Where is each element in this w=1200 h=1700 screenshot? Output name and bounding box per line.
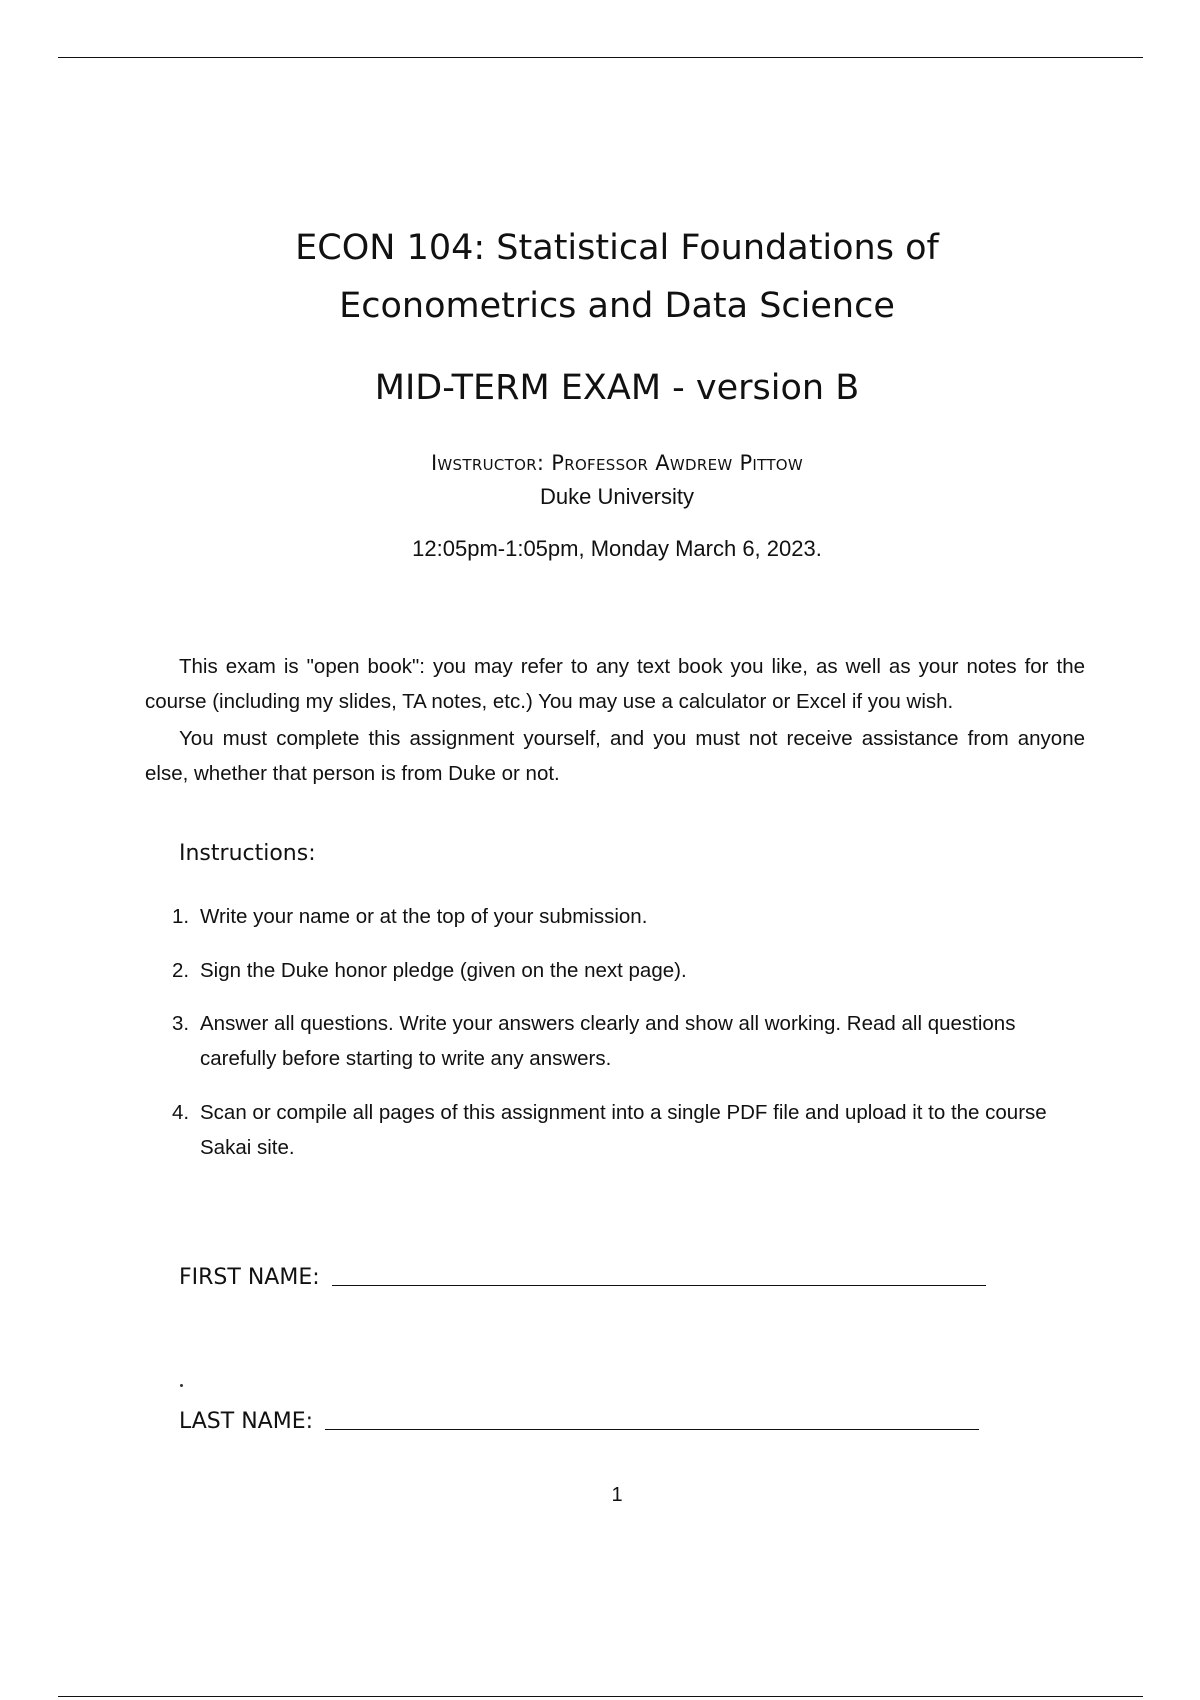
first-name-label: FIRST NAME: xyxy=(179,1265,320,1290)
list-item xyxy=(170,1006,1085,1076)
list-item-text: Answer all questions. Write your answers clearly and show all working. Read all questions carefully before starting to write any answers. xyxy=(200,1012,1016,1070)
list-item-number: 3. xyxy=(172,1012,190,1035)
university-name: Duke University xyxy=(539,484,695,509)
list-item-number: 4. xyxy=(172,1101,190,1124)
course-title-line-2: Econometrics and Data Science xyxy=(339,286,895,326)
first-name-row xyxy=(179,1265,986,1290)
list-item xyxy=(170,953,1085,988)
open-book-paragraph: This exam is "open book": you may refer to any text book you like, as well as your notes for the course (including my slides, TA notes, etc.) You may use a calculator or Excel if you wish. xyxy=(145,655,1085,713)
exam-datetime: 12:05pm-1:05pm, Monday March 6, 2023. xyxy=(412,536,822,561)
list-item-text: Write your name or at the top of your submission. xyxy=(200,905,648,928)
first-name-field[interactable] xyxy=(332,1285,986,1286)
list-item xyxy=(170,1095,1085,1165)
list-item-text: Scan or compile all pages of this assignment into a single PDF file and upload it to the course Sakai site. xyxy=(200,1101,1047,1159)
last-name-label: LAST NAME: xyxy=(179,1409,314,1434)
instructor-line: Iwstructor: Professor Awdrew Pittow xyxy=(430,451,804,475)
list-item-number: 2. xyxy=(172,959,190,982)
last-name-field[interactable] xyxy=(325,1429,979,1430)
bottom-rule xyxy=(58,1696,1143,1697)
instructions-heading: Instructions: xyxy=(179,841,316,866)
honesty-paragraph: You must complete this assignment yourself, and you must not receive assistance from anyone else, whether that person is from Duke or not. xyxy=(145,727,1085,785)
list-item xyxy=(170,899,1085,934)
last-name-row xyxy=(179,1409,979,1434)
top-rule xyxy=(58,57,1143,58)
list-item-text: Sign the Duke honor pledge (given on the next page). xyxy=(200,959,687,982)
exam-title: MID-TERM EXAM - version B xyxy=(374,368,860,408)
list-item-number: 1. xyxy=(172,905,190,928)
course-title-line-1: ECON 104: Statistical Foundations of xyxy=(295,228,939,268)
stray-dot xyxy=(180,1384,183,1387)
page-number: 1 xyxy=(611,1484,623,1506)
